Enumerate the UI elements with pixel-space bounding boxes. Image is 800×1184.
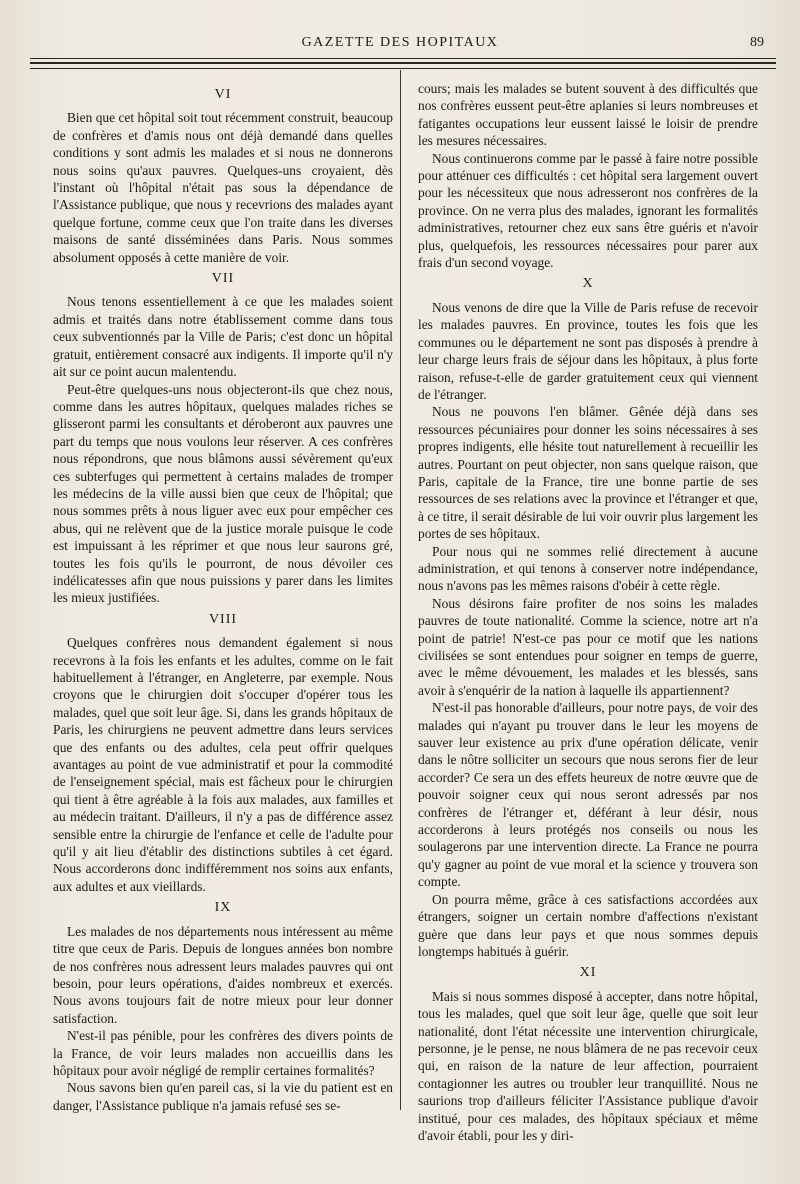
section-heading-xi: XI <box>579 965 597 981</box>
paragraph: Quelques confrères nous demandent également si nous recevrons à la fois les enfants et les adultes, comme on le fait habituellement à l'étranger, en Angleterre, par exemple. Nous croyons que le chirurgien doit s'occuper d'opérer tous les malades, quel que soit leur âge. Si, dans les grands hôpitaux de Paris, les chirurgiens ne peuvent admettre dans leurs services que des enfants ou des adultes, cela peut offrir quelques avantages au point de vue administratif et pour la commodité de l'enseignement spécial, mais est fâcheux pour le chirurgien qui tient à être agréable à la fois aux malades, aux familles et au médecin traitant. D'ailleurs, il n'y a pas de différence assez sensible entre la chirurgie de l'enfance et celle de l'adulte pour qu'il y ait lieu d'établir des distinctions subtiles à cet égard. Nous accorderons donc indifféremment nos soins aux enfants, aux adultes et aux vieillards. <box>53 635 393 894</box>
paragraph: Bien que cet hôpital soit tout récemment construit, beaucoup de confrères et d'amis nous ont déjà demandé dans quelles conditions y sont admis les malades et si nous ne donnerons nous soins qu'aux pauvres. Quelques-uns croyaient, dès l'instant où l'hôpital n'était pas sous la dépendance de l'Assistance publique, que nous y recevrions des malades ayant quelque fortune, comme ceux que l'on traite dans les diverses maisons de santé disséminées dans Paris. Nous sommes absolument opposés à cette manière de voir. <box>53 110 393 265</box>
paragraph: Nous ne pouvons l'en blâmer. Gênée déjà dans ses ressources pécuniaires pour donner les soins nécessaires à ses propres indigents, elle hésite tout naturellement à recueillir les autres. Pourtant on peut objecter, non sans quelque raison, que Paris, capitale de la France, tire une bonne partie de ses ressources de ses relations avec la province et l'étranger et que, à ce titre, il serait désirable de lui voir ouvrir plus largement les portes de ses hôpitaux. <box>418 404 758 542</box>
section-heading-vii: VII <box>211 271 235 287</box>
paragraph: N'est-il pas honorable d'ailleurs, pour notre pays, de voir des malades qui n'ayant pu trouver dans le leur les moyens de sauver leur existence au prix d'une opération délicate, venir dans le nôtre solliciter un secours que nous serons fier de leur accorder? Ce sera un des effets heureux de notre œuvre que de pouvoir soigner ceux qui nous seront adressés par nos confrères de l'étranger et, déférant à leur désir, nous accorderons à leurs protégés nos conseils ou nous les soulagerons par une intervention directe. La France ne pourra qu'y gagner au point de vue moral et la science y trouvera son compte. <box>418 700 758 890</box>
header-rule-thick <box>30 62 776 64</box>
paragraph: N'est-il pas pénible, pour les confrères des divers points de la France, de voir leurs malades non accueillis dans les hôpitaux pour avoir négligé de remplir certaines formalités? <box>53 1028 393 1078</box>
header-rule <box>30 58 776 59</box>
paragraph-continued: cours; mais les malades se butent souvent à des difficultés que nos confrères eussent peut-être aplanies si leurs nombreuses et fatigantes occupations leur eussent laissé le loisir de prendre les mesures nécessaires. <box>418 81 758 149</box>
section-heading-ix: IX <box>214 900 232 916</box>
column-separator <box>400 70 401 1110</box>
paragraph: Les malades de nos départements nous intéressent au même titre que ceux de Paris. Depuis de longues années bon nombre de nos confrères nous adressent leurs malades pauvres qui ont besoin, pour leurs opérations, d'aides nombreux et exercés. Nous avons toujours fait de notre mieux pour leur donner satisfaction. <box>53 923 393 1026</box>
section-heading-x: X <box>582 276 594 292</box>
paragraph: Pour nous qui ne sommes relié directement à aucune administration, et qui tenons à conserver notre indépendance, nous n'avons pas les mêmes raisons d'obéir à cette règle. <box>418 543 758 594</box>
header-rule-lower <box>30 68 776 69</box>
paragraph: Nous savons bien qu'en pareil cas, si la vie du patient est en danger, l'Assistance publique n'a jamais refusé ses se- <box>53 1080 393 1113</box>
left-column <box>53 80 393 1114</box>
paragraph: On pourra même, grâce à ces satisfactions accordées aux étrangers, soigner un certain nombre d'affections n'existant guère que dans leur pays et que nous sommes depuis longtemps habitués à guérir. <box>418 891 758 959</box>
paragraph: Nous venons de dire que la Ville de Paris refuse de recevoir les malades pauvres. En province, toutes les fois que les communes ou le département ne sont pas disposés à prendre à leur charge leurs frais de séjour dans les hôpitaux, à plus forte raison, refuse-t-elle de garder gratuitement ceux qui viennent de l'étranger. <box>418 299 758 402</box>
section-heading-viii: VIII <box>208 611 238 627</box>
paragraph: Mais si nous sommes disposé à accepter, dans notre hôpital, tous les malades, quel que soit leur âge, quelle que soit leur nationalité, dont l'état nécessite une intervention chirurgicale, personne, je le pense, ne nous blâmera de ne pas recevoir ceux qui, en raison de la nature de leur affection, pourraient contagionner les autres ou troubler leur tranquillité. Nous ne saurions trop d'ailleurs féliciter l'Assistance publique d'avoir institué, pour ces malades, des hôpitaux spéciaux et même d'avoir établi, pour les y diri- <box>418 988 758 1143</box>
paragraph: Nous continuerons comme par le passé à faire notre possible pour atténuer ces difficultés : cet hôpital sera largement ouvert pour les nécessiteux que nous adresseront nos confrères de la province. On ne verra plus des malades, ignorant les formalités administratives, retourner chez eux sans être guéris et n'avoir plus, quelquefois, les ressources nécessaires pour parer aux frais d'un second voyage. <box>418 150 758 271</box>
section-heading-vi: VI <box>214 87 232 102</box>
paragraph: Nous tenons essentiellement à ce que les malades soient admis et traités dans notre établissement comme dans tous ceux subventionnés par la Ville de Paris; c'est donc un hôpital gratuit, entièrement consacré aux indigents. Il importe qu'il n'y ait sur ce point aucun malentendu. <box>53 294 393 380</box>
running-title: GAZETTE DES HOPITAUX <box>301 35 499 50</box>
right-column <box>418 80 758 1144</box>
paragraph: Nous désirons faire profiter de nos soins les malades pauvres de toute nationalité. Comme la science, notre art n'a point de patrie! N'est-ce pas pour ce motif que les nations civilisées se sont entendues pour soigner en temps de guerre, avec le même dévouement, les malades et les blessés, sans avoir à s'enquérir de la nation à laquelle ils appartiennent? <box>418 595 758 698</box>
paragraph: Peut-être quelques-uns nous objecteront-ils que chez nous, comme dans les autres hôpitaux, quelques malades riches se glisseront parmi les consultants et déroberont aux pauvres une part du temps que nous voulons leur réserver. A ces confrères nous répondrons, que nous blâmons aussi sévèrement qu'eux ces subterfuges qui permettent à certains malades de tromper les médecins de la ville aussi bien que ceux de l'hôpital; que nous sommes prêts à nous liguer avec eux pour empêcher ces abus, qui ne relèvent que de la justice morale puisque le code est impuissant à les réprimer et que nous leur saurons gré, toutes les fois qu'ils le pourront, de nous dévoiler ces indélicatesses afin que nous puissions y parer dans les limites les mieux justifiées. <box>53 381 393 606</box>
page-number: 89 <box>750 35 764 50</box>
